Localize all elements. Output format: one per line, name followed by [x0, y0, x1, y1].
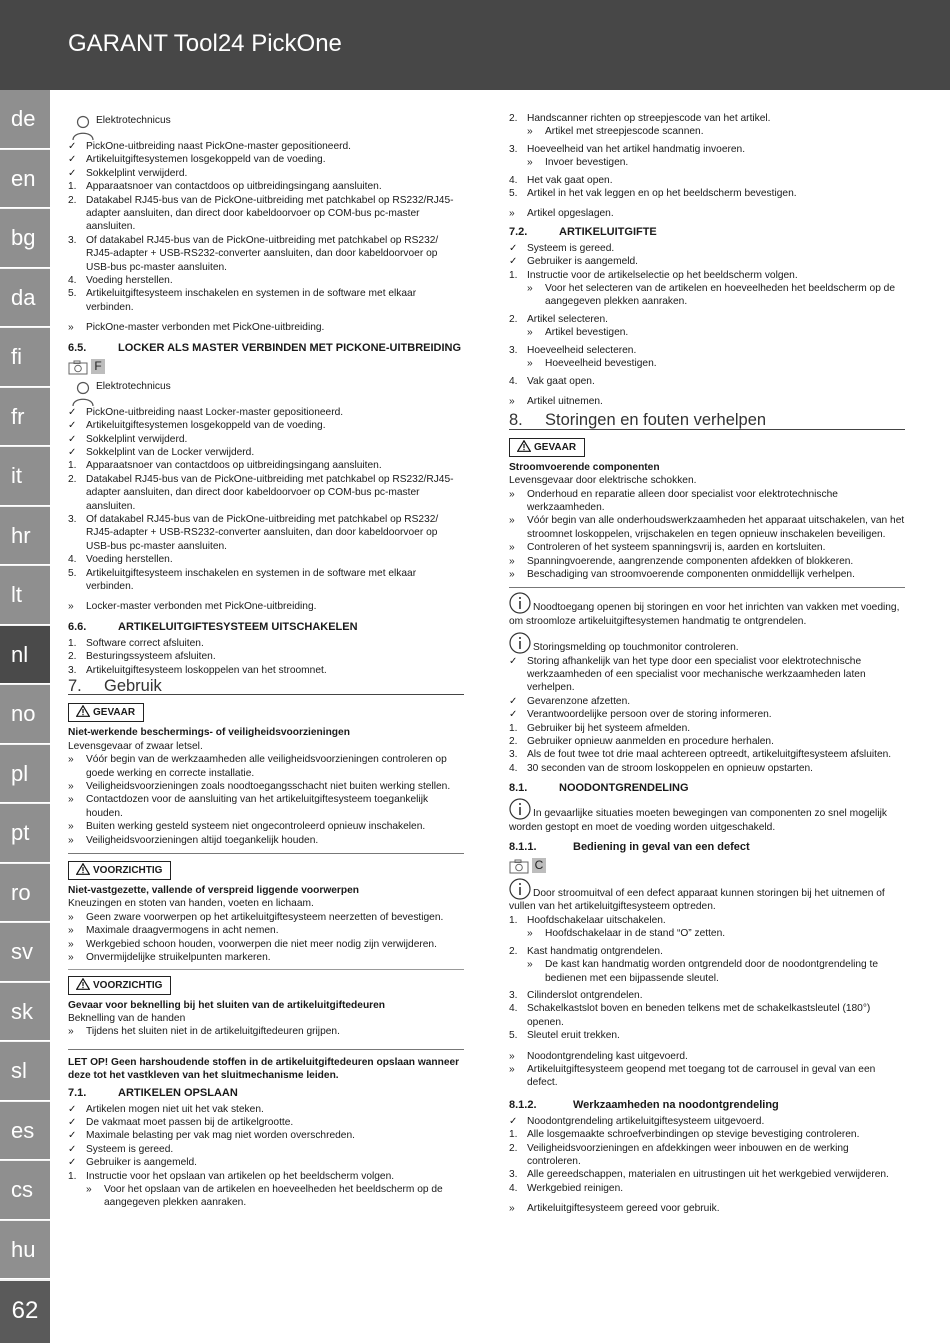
warning-badge: GEVAAR — [68, 703, 144, 722]
warning-caution-objects — [68, 858, 464, 964]
language-tab-bg[interactable]: bg — [0, 209, 50, 268]
warning-triangle-icon — [76, 978, 90, 990]
role-electrician-2 — [68, 378, 464, 406]
warning-item: » Vóór begin van alle onderhoudswerkzaamheden het apparaat uitschakelen, van het stroomnet loskoppelen, vrijschakelen en tegen opnieuw inschakelen beveiligen. — [509, 515, 905, 540]
list-item: 3. Of datakabel RJ45-bus van de PickOne-uitbreiding met patchkabel op RS232/ RJ45-adapter + USB-RS232-converter aansluiten, dan door kabeldoorvoer op USB-bus pc-master aansluiten. — [68, 234, 439, 273]
list-item: 1. Apparaatsnoer van contactdoos op uitbreidingsingang aansluiten. — [68, 181, 382, 193]
info-icon — [509, 878, 531, 900]
result-row — [509, 395, 905, 408]
figure-reference — [68, 358, 464, 376]
warning-caution-pinching — [68, 973, 464, 1039]
list-item: ✓ Gebruiker is aangemeld. — [509, 256, 638, 268]
heading-8: 8. Storingen en fouten verhelpen — [509, 414, 905, 429]
list-item: 4. Voeding herstellen. — [68, 275, 173, 287]
warning-item: » Vóór begin van de werkzaamheden alle veiligheidsvoorzieningen controleren op goede werking en correcte installatie. — [68, 754, 447, 779]
list-item: 2. Besturingssysteem afsluiten. — [68, 651, 216, 663]
list-item: 5. Artikeluitgiftesysteem inschakelen en systemen in de software met elkaar verbinden. — [68, 567, 417, 592]
warning-item: » Veiligheidsvoorzieningen zoals noodtoegangsschacht niet buiten werking stellen. — [68, 781, 451, 793]
list-subitem: » De kast kan handmatig worden ontgrendeld door de noodontgrendeling te bedienen met een bijpassende sleutel. — [527, 959, 879, 984]
heading-8-1-2: 8.1.2. Werkzaamheden na noodontgrendeling — [509, 1098, 779, 1111]
list-item: ✓ De vakmaat moet passen bij de artikelgrootte. — [68, 1116, 294, 1128]
language-tab-sk[interactable]: sk — [0, 983, 50, 1042]
figure-reference — [509, 857, 905, 875]
list-item: 1. Software correct afsluiten. — [68, 637, 204, 649]
heading-8-1: 8.1. NOODONTGRENDELING — [509, 782, 689, 795]
warning-subtitle: Levensgevaar of zwaar letsel. — [68, 740, 203, 752]
list-item: 2. Artikel selecteren. — [509, 313, 608, 325]
list-item: 2. Kast handmatig ontgrendelen. — [509, 945, 663, 957]
list-item: ✓ Gebruiker is aangemeld. — [68, 1157, 197, 1169]
warning-title: Niet-vastgezette, vallende of verspreid liggende voorwerpen — [68, 885, 359, 897]
language-tab-sv[interactable]: sv — [0, 923, 50, 982]
warning-subtitle: Beknelling van de handen — [68, 1012, 186, 1024]
list-item: 4. Vak gaat open. — [509, 375, 595, 387]
language-tab-fi[interactable]: fi — [0, 328, 50, 387]
warning-item: » Buiten werking gesteld systeem niet ongecontroleerd opnieuw inschakelen. — [68, 821, 426, 833]
info-icon — [509, 798, 531, 820]
list-item: 4. Het vak gaat open. — [509, 174, 613, 186]
warning-title: Niet-werkende beschermings- of veiligheidsvoorzieningen — [68, 727, 350, 739]
list-item: 2. Gebruiker opnieuw aanmelden en procedure herhalen. — [509, 736, 774, 748]
warning-item: » Maximale draagvermogens in acht nemen. — [68, 925, 279, 937]
list-item: ✓ Artikeluitgiftesystemen losgekoppeld van de voeding. — [68, 154, 326, 166]
person-icon — [71, 114, 95, 140]
language-tab-nl[interactable]: nl — [0, 626, 50, 685]
store-articles-steps-cont — [509, 112, 905, 200]
list-item: ✓ Noodontgrendeling artikeluitgiftesysteem uitgevoerd. — [509, 1115, 765, 1127]
list-item: » Artikeluitgiftesysteem gereed voor gebruik. — [509, 1203, 720, 1215]
language-tab-de[interactable]: de — [0, 90, 50, 149]
list-item: ✓ Sokkelplint van de Locker verwijderd. — [68, 446, 255, 458]
list-item: 3. Als de fout twee tot drie maal achtereen optreedt, artikeluitgiftesysteem afsluiten. — [509, 749, 892, 761]
info-note-3: In gevaarlijke situaties moeten bewegingen van componenten zo snel mogelijk worden gestopt en moet de voeding worden uitgeschakeld. — [509, 798, 905, 834]
list-item: 2. Datakabel RJ45-bus van de PickOne-uitbreiding met patchkabel op RS232/RJ45-adapter aansluiten, dan direct door kabeldoorvoer op COM-bus pc-master aansluiten. — [68, 473, 454, 512]
issue-preconditions — [509, 242, 905, 269]
language-tab-no[interactable]: no — [0, 685, 50, 744]
list-item: » Artikeluitgiftesysteem geopend met toegang tot de carrousel in geval van een defect. — [509, 1063, 876, 1089]
list-item: 3. Alle gereedschappen, materialen en uitrustingen uit het werkgebied verwijderen. — [509, 1169, 889, 1181]
person-icon — [71, 380, 95, 406]
list-item: ✓ Systeem is gereed. — [509, 242, 615, 254]
warning-item: » Contactdozen voor de aansluiting van het artikeluitgiftesysteem toegankelijk houden. — [68, 794, 429, 819]
heading-6-5: 6.5. LOCKER ALS MASTER VERBINDEN MET PICKONE-UITBREIDING — [68, 341, 462, 354]
heading-8-1-1: 8.1.1. Bediening in geval van een defect — [509, 841, 750, 854]
language-tab-cs[interactable]: cs — [0, 1161, 50, 1220]
defect-operation-steps — [509, 914, 905, 1043]
list-item: ✓ Artikeluitgiftesystemen losgekoppeld van de voeding. — [68, 420, 326, 432]
list-subitem: » Hoeveelheid bevestigen. — [527, 358, 657, 370]
list-item: 2. Handscanner richten op streepjescode van het artikel. — [509, 113, 771, 124]
list-item: » Artikel uitnemen. — [509, 395, 603, 407]
info-note-2: Storingsmelding op touchmonitor controleren. — [509, 632, 905, 654]
warning-danger-electric — [509, 435, 905, 582]
connect-pickone-steps — [68, 140, 464, 314]
result-row — [68, 321, 464, 334]
list-item: 1. Instructie voor de artikelselectie op het beeldscherm volgen. — [509, 269, 798, 281]
list-item: 2. Datakabel RJ45-bus van de PickOne-uitbreiding met patchkabel op RS232/RJ45-adapter aansluiten, dan direct door kabeldoorvoer op COM-bus pc-master aansluiten. — [68, 194, 454, 233]
warning-item: » Beschadiging van stroomvoerende componenten onmiddellijk verhelpen. — [509, 568, 855, 580]
warning-badge: GEVAAR — [509, 438, 585, 457]
camera-icon — [68, 360, 88, 375]
role-electrician-1 — [68, 112, 464, 140]
warning-title: Gevaar voor beknelling bij het sluiten van de artikeluitgiftedeuren — [68, 999, 386, 1011]
warning-triangle-icon — [76, 863, 90, 875]
list-item: 5. Sleutel eruit trekken. — [509, 1030, 620, 1042]
language-tab-sl[interactable]: sl — [0, 1042, 50, 1101]
list-item: 4. Schakelkastslot boven en beneden telkens met de schakelkastsleutel (180°) openen. — [509, 1003, 871, 1028]
warning-subtitle: Kneuzingen en stoten van handen, voeten en lichaam. — [68, 898, 314, 910]
warning-title: Stroomvoerende componenten — [509, 461, 660, 473]
warning-triangle-icon — [517, 440, 531, 452]
list-item: ✓ Gevarenzone afzetten. — [509, 695, 631, 707]
result-rows — [509, 1050, 905, 1090]
list-item: 5. Artikeluitgiftesysteem inschakelen en systemen in de software met elkaar verbinden. — [68, 288, 417, 313]
warning-item: » Werkgebied schoon houden, voorwerpen die niet meer nodig zijn verwijderen. — [68, 938, 437, 950]
shutdown-steps — [68, 637, 464, 677]
connect-locker-steps — [68, 406, 464, 594]
page-number: 62 — [0, 1281, 50, 1343]
heading-7-1: 7.1. ARTIKELEN OPSLAAN — [68, 1086, 238, 1099]
heading-6-6: 6.6. ARTIKELUITGIFTESYSTEEM UITSCHAKELEN — [68, 620, 358, 633]
list-item: 3. Hoeveelheid van het artikel handmatig invoeren. — [509, 143, 746, 155]
page-header — [0, 0, 950, 90]
heading-7-2: 7.2. ARTIKELUITGIFTE — [509, 225, 657, 238]
after-release-steps — [509, 1115, 905, 1195]
warning-subtitle: Levensgevaar door elektrische schokken. — [509, 475, 697, 487]
language-tab-lt[interactable]: lt — [0, 566, 50, 625]
list-item: ✓ Verantwoordelijke persoon over de storing informeren. — [509, 709, 772, 721]
language-tab-pt[interactable]: pt — [0, 804, 50, 863]
language-tab-fr[interactable]: fr — [0, 388, 50, 447]
notice-letop: LET OP! Geen harshoudende stoffen in de artikeluitgiftedeuren opslaan wanneer deze tot het vastkleven van het sluitmechanisme leiden. — [68, 1056, 460, 1082]
language-tab-pl[interactable]: pl — [0, 745, 50, 804]
info-note-1: Noodtoegang openen bij storingen en voor het inrichten van vakken met voeding, om stroomloze artikeluitgiftesystemen handmatig te ontgrendelen. — [509, 592, 905, 628]
list-item: 3. Artikeluitgiftesysteem loskoppelen van het stroomnet. — [68, 664, 327, 676]
document-title: GARANT Tool24 PickOne — [68, 30, 342, 57]
list-item: ✓ Systeem is gereed. — [68, 1143, 174, 1155]
list-item: ✓ PickOne-uitbreiding naast Locker-master gepositioneerd. — [68, 406, 344, 418]
warning-item: » Onderhoud en reparatie alleen door specialist voor elektrotechnische werkzaamheden. — [509, 488, 838, 513]
list-subitem: » Invoer bevestigen. — [527, 157, 629, 169]
language-tab-hu[interactable]: hu — [0, 1221, 50, 1280]
issue-steps — [509, 269, 905, 388]
list-item: 2. Veiligheidsvoorzieningen en afdekkingen weer inbouwen en de werking controleren. — [509, 1142, 849, 1167]
language-tab-hr[interactable]: hr — [0, 507, 50, 566]
role-label: Elektrotechnicus — [96, 380, 171, 392]
list-item: 1. Apparaatsnoer van contactdoos op uitbreidingsingang aansluiten. — [68, 460, 382, 472]
list-item: 1. Hoofdschakelaar uitschakelen. — [509, 914, 666, 926]
list-item: 3. Cilinderslot ontgrendelen. — [509, 989, 643, 1001]
list-item: 5. Artikel in het vak leggen en op het beeldscherm bevestigen. — [509, 188, 797, 200]
warning-item: » Spanningvoerende, aangrenzende componenten afdekken of blokkeren. — [509, 555, 854, 567]
right-column — [509, 112, 905, 1216]
warning-item: » Geen zware voorwerpen op het artikeluitgiftesysteem neerzetten of bevestigen. — [68, 911, 444, 923]
store-articles-substep — [68, 1183, 464, 1210]
list-item: ✓ PickOne-uitbreiding naast PickOne-master gepositioneerd. — [68, 141, 352, 152]
figure-letter: F — [91, 359, 105, 374]
language-tab-es[interactable]: es — [0, 1102, 50, 1161]
list-item: 1. Gebruiker bij het systeem afmelden. — [509, 722, 691, 734]
language-tab-da[interactable]: da — [0, 269, 50, 328]
list-item: » Locker-master verbonden met PickOne-uitbreiding. — [68, 601, 317, 613]
warning-badge: VOORZICHTIG — [68, 976, 171, 995]
list-item: ✓ Storing afhankelijk van het type door een specialist voor elektrotechnische werkzaamheden of een specialist voor mechanische werkzaamheden laten verhelpen. — [509, 655, 866, 694]
language-sidebar — [0, 90, 50, 1343]
list-item: 1. Instructie voor het opslaan van artikelen op het beeldscherm volgen. — [68, 1170, 395, 1182]
list-subitem: » Hoofdschakelaar in de stand “O” zetten. — [527, 928, 726, 940]
result-row — [68, 600, 464, 613]
warning-badge: VOORZICHTIG — [68, 861, 171, 880]
result-row — [509, 207, 905, 220]
list-item: 4. Voeding herstellen. — [68, 554, 173, 566]
info-note-4: Door stroomuitval of een defect apparaat kunnen storingen bij het uitnemen of vullen van het artikeluitgiftesysteem optreden. — [509, 878, 905, 914]
list-subitem: » Artikel met streepjescode scannen. — [527, 126, 704, 138]
list-item: » Noodontgrendeling kast uitgevoerd. — [509, 1050, 688, 1062]
list-item: ✓ Artikelen mogen niet uit het vak steken. — [68, 1103, 264, 1115]
left-column — [68, 112, 464, 1210]
list-item: ✓ Sokkelplint verwijderd. — [68, 167, 188, 179]
warning-danger-safety — [68, 700, 464, 847]
warning-item: » Controleren of het systeem spanningsvrij is, aarden en kortsluiten. — [509, 542, 826, 554]
language-tab-en[interactable]: en — [0, 150, 50, 209]
language-tab-ro[interactable]: ro — [0, 864, 50, 923]
list-item: ✓ Maximale belasting per vak mag niet worden overschreden. — [68, 1130, 355, 1142]
list-item: 1. Alle losgemaakte schroefverbindingen op stevige bevestiging controleren. — [509, 1129, 860, 1141]
warning-item: » Tijdens het sluiten niet in de artikeluitgiftedeuren grijpen. — [68, 1026, 340, 1038]
store-articles-steps — [68, 1103, 464, 1183]
list-item: 4. 30 seconden van de stroom loskoppelen en opnieuw opstarten. — [509, 762, 814, 774]
figure-letter: C — [532, 858, 546, 873]
fault-steps — [509, 655, 905, 776]
list-item: 3. Hoeveelheid selecteren. — [509, 344, 637, 356]
info-icon — [509, 592, 531, 614]
language-tab-it[interactable]: it — [0, 447, 50, 506]
role-label: Elektrotechnicus — [96, 115, 171, 126]
warning-triangle-icon — [76, 705, 90, 717]
list-subitem: » Artikel bevestigen. — [527, 327, 629, 339]
info-icon — [509, 632, 531, 654]
list-item: » Artikel opgeslagen. — [509, 208, 614, 220]
result-row — [509, 1202, 905, 1215]
list-item: 3. Of datakabel RJ45-bus van de PickOne-uitbreiding met patchkabel op RS232/ RJ45-adapter + USB-RS232-converter aansluiten, dan door kabeldoorvoer op USB-bus pc-master aansluiten. — [68, 513, 439, 552]
list-subitem: » Voor het selecteren van de artikelen en hoeveelheden het beeldscherm op de aangegeven plekken aanraken. — [527, 283, 896, 308]
warning-item: » Veiligheidsvoorzieningen altijd toegankelijk houden. — [68, 834, 319, 846]
list-item: ✓ Sokkelplint verwijderd. — [68, 433, 188, 445]
list-item: 4. Werkgebied reinigen. — [509, 1182, 624, 1194]
warning-item: » Onvermijdelijke struikelpunten markeren. — [68, 952, 271, 964]
list-item: » Voor het opslaan van de artikelen en hoeveelheden het beeldscherm op de aangegeven plekken aanraken. — [86, 1183, 443, 1209]
heading-7: 7. Gebruik — [68, 680, 464, 695]
camera-icon — [509, 859, 529, 874]
list-item: » PickOne-master verbonden met PickOne-uitbreiding. — [68, 322, 325, 334]
